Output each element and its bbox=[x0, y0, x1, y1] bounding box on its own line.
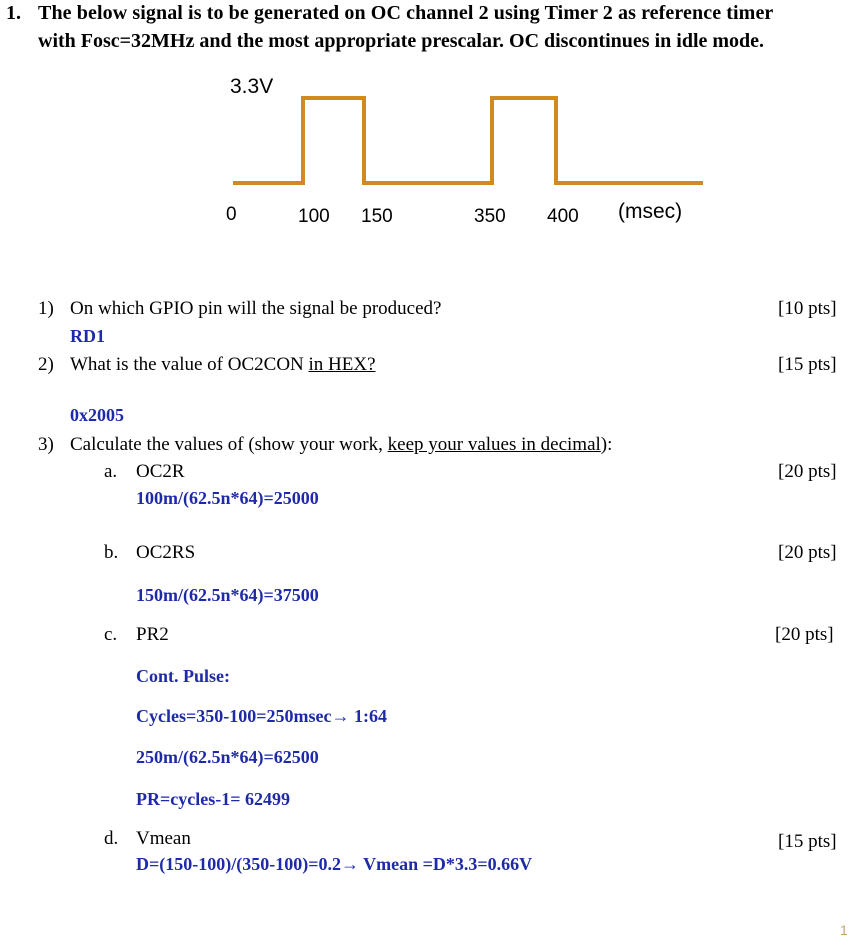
part-d-points: [15 pts] bbox=[778, 831, 837, 852]
part-c-label: PR2 bbox=[136, 624, 169, 645]
part-b-label: OC2RS bbox=[136, 542, 196, 563]
question-1-points: [10 pts] bbox=[778, 298, 837, 319]
part-c-answer-line-3: 250m/(62.5n*64)=62500 bbox=[136, 747, 319, 767]
question-2-text bbox=[70, 354, 376, 376]
tick-label-400: 400 bbox=[547, 206, 579, 227]
question-1-answer: RD1 bbox=[70, 326, 105, 346]
tick-label-0: 0 bbox=[226, 204, 237, 225]
question-3-text-end: ): bbox=[600, 434, 613, 455]
problem-line-2: with Fosc=32MHz and the most appropriate prescalar. OC discontinues in idle mode. bbox=[38, 30, 765, 52]
part-a-letter: a. bbox=[104, 461, 118, 482]
question-2-answer: 0x2005 bbox=[70, 405, 124, 425]
problem-number: 1. bbox=[6, 2, 21, 24]
question-3-number: 3) bbox=[38, 434, 54, 455]
question-2-points: [15 pts] bbox=[778, 354, 837, 375]
question-3-text bbox=[70, 434, 612, 456]
part-a-points: [20 pts] bbox=[778, 461, 837, 482]
question-3-text-main: Calculate the values of (show your work, bbox=[70, 434, 388, 455]
part-c-answer-line-1: Cont. Pulse: bbox=[136, 666, 230, 686]
page-number: 1 bbox=[840, 922, 848, 938]
unit-label: (msec) bbox=[618, 200, 683, 223]
part-d-answer: D=(150-100)/(350-100)=0.2→ Vmean =D*3.3=0.66V bbox=[136, 854, 533, 874]
question-1-number: 1) bbox=[38, 298, 54, 319]
signal-figure bbox=[0, 0, 856, 260]
question-1-text: On which GPIO pin will the signal be produced? bbox=[70, 298, 442, 319]
tick-label-150: 150 bbox=[361, 206, 393, 227]
part-b-answer: 150m/(62.5n*64)=37500 bbox=[136, 585, 319, 605]
part-c-answer-line-2: Cycles=350-100=250msec→ 1:64 bbox=[136, 706, 387, 726]
signal-waveform bbox=[233, 98, 703, 183]
part-c-points: [20 pts] bbox=[775, 624, 834, 645]
question-2-text-underlined: in HEX? bbox=[308, 354, 376, 375]
part-a-label: OC2R bbox=[136, 461, 185, 482]
question-2-number: 2) bbox=[38, 354, 54, 375]
part-b-points: [20 pts] bbox=[778, 542, 837, 563]
tick-label-350: 350 bbox=[474, 206, 506, 227]
tick-label-100: 100 bbox=[298, 206, 330, 227]
part-a-answer: 100m/(62.5n*64)=25000 bbox=[136, 488, 319, 508]
problem-line-1: The below signal is to be generated on OC channel 2 using Timer 2 as reference timer bbox=[38, 2, 774, 24]
part-c-answer-line-4: PR=cycles-1= 62499 bbox=[136, 789, 290, 809]
part-b-letter: b. bbox=[104, 542, 119, 563]
part-d-letter: d. bbox=[104, 828, 119, 849]
question-3-text-underlined: keep your values in decimal bbox=[387, 434, 601, 455]
question-2-text-main: What is the value of OC2CON bbox=[70, 354, 309, 375]
part-d-label: Vmean bbox=[136, 828, 191, 849]
part-c-letter: c. bbox=[104, 624, 118, 645]
voltage-label: 3.3V bbox=[230, 75, 274, 98]
